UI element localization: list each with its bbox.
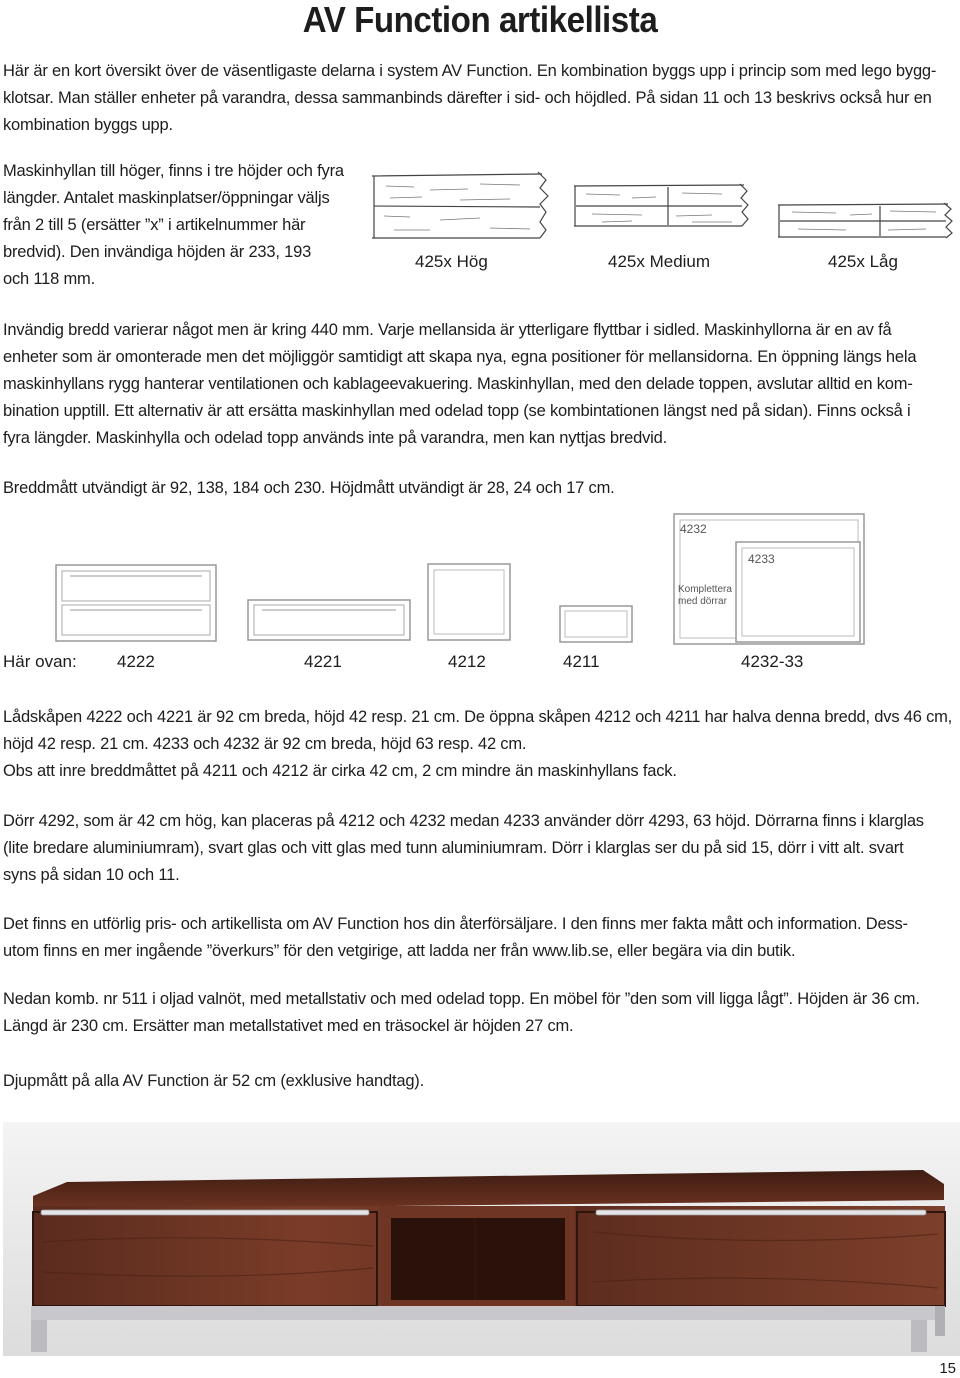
shelf-high-sketch (370, 170, 550, 242)
cabinet-label-4212: 4212 (448, 652, 486, 671)
page-number: 15 (939, 1360, 956, 1377)
shelf-text-line: Maskinhyllan till höger, finns i tre höjder och fyra (3, 162, 344, 180)
shelf-text-line: och 118 mm. (3, 270, 95, 288)
door-desc-line: Dörr 4292, som är 42 cm hög, kan placeras på 4212 och 4232 medan 4233 använder dörr 4293, 63 höjd. Dörrarna finns i klarglas (3, 812, 924, 830)
shelf-desc-line: maskinhyllans rygg hanterar ventilationen och kablageevakuering. Maskinhyllan, med den delade toppen, avslutar alltid en kom- (3, 375, 913, 393)
intro-line: Här är en kort översikt över de väsentligaste delarna i system AV Function. En kombination byggs upp i princip som med lego bygg- (3, 62, 937, 80)
intro-line: kombination byggs upp. (3, 116, 173, 134)
shelf-desc-line: fyra längder. Maskinhylla och odelad topp används inte på varandra, men kan nyttjas bredvid. (3, 429, 668, 447)
shelf-desc-line: Invändig bredd varierar något men är kring 440 mm. Varje mellansida är ytterligare flyttbar i sidled. Maskinhyllorna är en av få (3, 321, 892, 339)
sketch-label-4232: 4232 (680, 522, 707, 536)
cabinet-desc-line: Lådskåpen 4222 och 4221 är 92 cm breda, höjd 42 resp. 21 cm. De öppna skåpen 4212 och 4211 har halva denna bredd, dvs 46 cm, (3, 708, 953, 726)
cabinet-labels-prefix: Här ovan: (3, 652, 77, 671)
intro-paragraph (3, 58, 936, 139)
shelf-desc-line: enheter som är omonterade men det möjliggör samtidigt att skapa nya, egna positioner för mellansidorna. En öppning längs hela (3, 348, 917, 366)
shelf-label-medium: 425x Medium (608, 252, 711, 271)
shelf-low-sketch (776, 202, 956, 242)
sketch-note-line: Komplettera (678, 584, 732, 595)
furniture-photo (3, 1122, 960, 1356)
retailer-line: utom finns en mer ingående ”överkurs” för den vetgirige, att ladda ner från www.lib.se, eller begära via din butik. (3, 942, 796, 960)
shelf-text-line: längder. Antalet maskinplatser/öppningar väljs (3, 189, 330, 207)
cabinet-label-4221: 4221 (304, 652, 342, 671)
sketch-label-4233: 4233 (748, 552, 775, 566)
shelf-desc-line: bination upptill. Ett alternativ är att ersätta maskinhyllan med odelad topp (se kombintationen längst ned på sidan). Finns också i (3, 402, 911, 420)
combo-line: Nedan komb. nr 511 i oljad valnöt, med metallstativ och med odelad topp. En möbel för ”den som vill ligga lågt”. Höjden är 36 cm. (3, 990, 920, 1008)
door-desc-line: (lite bredare aluminiumram), svart glas och vitt glas med tunn aluminiumram. Dörr i klarglas ser du på sid 15, dörr i vitt alt. svart (3, 839, 904, 857)
shelf-text-line: från 2 till 5 (ersätter ”x” i artikelnummer här (3, 216, 306, 234)
cabinet-4212-drawing (426, 562, 516, 644)
cabinet-label-4232-33: 4232-33 (741, 652, 804, 671)
intro-line: klotsar. Man ställer enheter på varandra, dessa sammanbinds därefter i sid- och höjdled. På sidan 11 och 13 beskrivs också hur en (3, 89, 932, 107)
cabinet-4221-drawing (246, 598, 416, 644)
retailer-line: Det finns en utförlig pris- och artikellista om AV Function hos din återförsäljare. I den finns mer fakta mått och information. Dess- (3, 915, 908, 933)
cabinet-label-4211: 4211 (563, 652, 600, 671)
sketch-note-line: med dörrar (678, 596, 727, 607)
shelf-text (3, 158, 344, 293)
combo-line: Längd är 230 cm. Ersätter man metallstativet med en träsockel är höjden 27 cm. (3, 1017, 574, 1035)
door-desc-line: syns på sidan 10 och 11. (3, 866, 180, 884)
door-description (3, 808, 924, 889)
dimensions-text: Breddmått utvändigt är 92, 138, 184 och 230. Höjdmått utvändigt är 28, 24 och 17 cm. (3, 479, 615, 497)
shelf-text-line: bredvid). Den invändiga höjden är 233, 193 (3, 243, 312, 261)
cabinet-label-4222: 4222 (117, 652, 155, 671)
cabinet-desc-line: höjd 42 resp. 21 cm. 4233 och 4232 är 92 cm breda, höjd 63 resp. 42 cm. (3, 735, 527, 753)
shelf-description (3, 317, 916, 452)
shelf-label-low: 425x Låg (828, 252, 898, 271)
combination-paragraph (3, 986, 920, 1040)
shelf-medium-sketch (572, 182, 752, 232)
cabinet-4211-drawing (558, 604, 638, 646)
shelf-label-high: 425x Hög (415, 252, 488, 271)
cabinet-description (3, 704, 952, 785)
retailer-paragraph (3, 911, 908, 965)
depth-text: Djupmått på alla AV Function är 52 cm (exklusive handtag). (3, 1072, 424, 1090)
cabinet-4222-drawing (54, 563, 224, 645)
cabinet-desc-line: Obs att inre breddmåttet på 4211 och 4212 är cirka 42 cm, 2 cm mindre än maskinhyllans fack. (3, 762, 677, 780)
page-title: AV Function artikellista (302, 0, 658, 40)
sketch-note (678, 584, 732, 608)
